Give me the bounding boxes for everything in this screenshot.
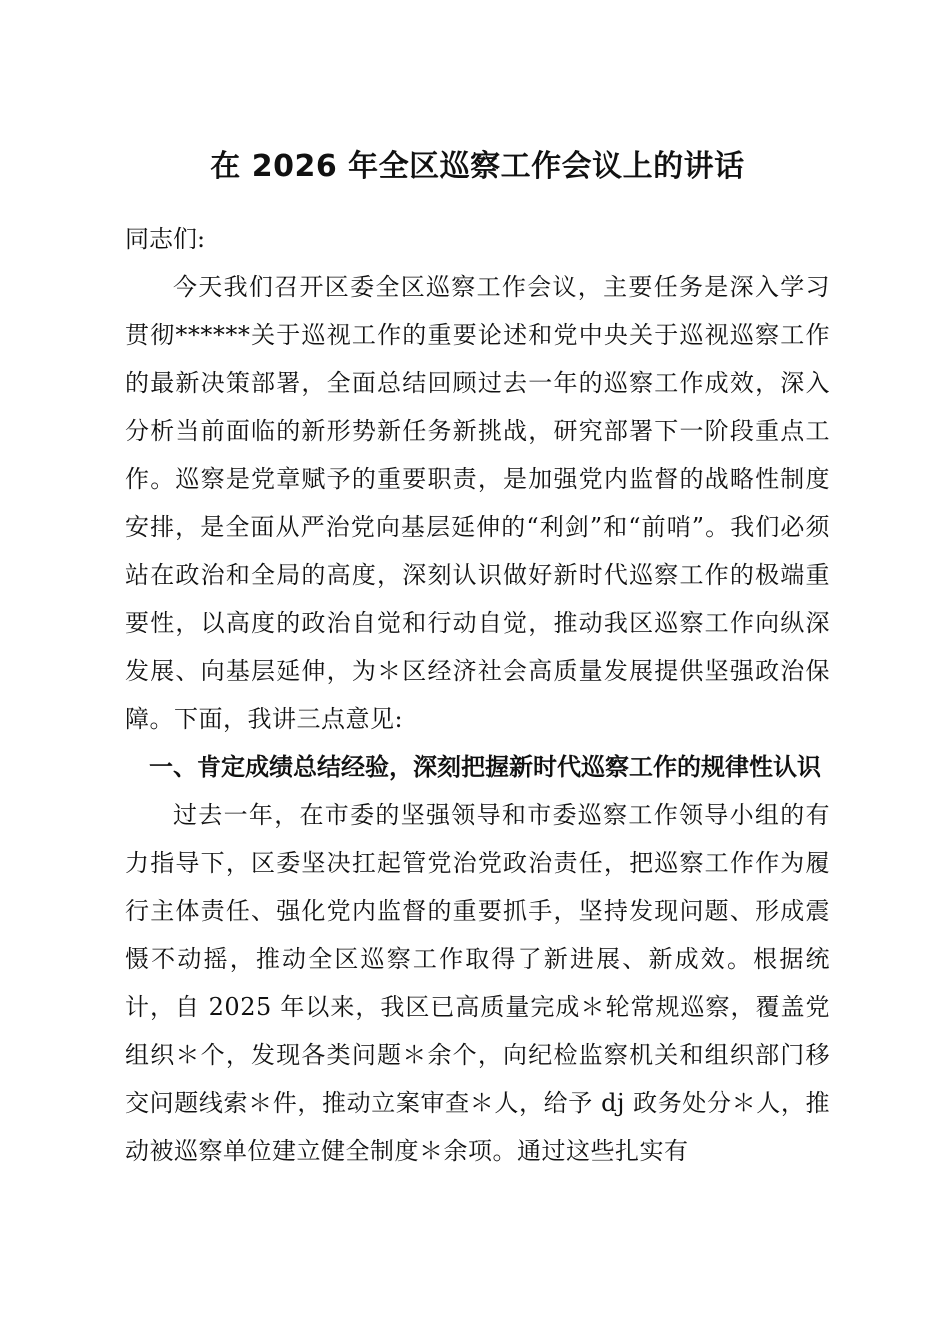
salutation: 同志们: [125, 225, 206, 253]
intro-paragraph: 今天我们召开区委全区巡察工作会议，主要任务是深入学习贯彻******关于巡视工作的重要论述和党中央关于巡视巡察工作的最新决策部署，全面总结回顾过去一年的巡察工作成效，深入分析当前面临的新形势新任务新挑战，研究部署下一阶段重点工作。巡察是党章赋予的重要职责，是加强党内监督的战略性制度安排，是全面从严治党向基层延伸的“利剑”和“前哨”。我们必须站在政治和全局的高度，深刻认识做好新时代巡察工作的极端重要性，以高度的政治自觉和行动自觉，推动我区巡察工作向纵深发展、向基层延伸，为＊区经济社会高质量发展提供坚强政治保障。下面，我讲三点意见: [125, 273, 830, 733]
document-page [125, 145, 830, 1175]
section-1-heading: 一、肯定成绩总结经验，深刻把握新时代巡察工作的规律性认识 [149, 753, 821, 781]
section-1-paragraph: 过去一年，在市委的坚强领导和市委巡察工作领导小组的有力指导下，区委坚决扛起管党治党政治责任，把巡察工作作为履行主体责任、强化党内监督的重要抓手，坚持发现问题、形成震慑不动摇，推动全区巡察工作取得了新进展、新成效。根据统计，自 2025 年以来，我区已高质量完成＊轮常规巡察，覆盖党组织＊个，发现各类问题＊余个，向纪检监察机关和组织部门移交问题线索＊件，推动立案审查＊人，给予 dj 政务处分＊人，推动被巡察单位建立健全制度＊余项。通过这些扎实有 [125, 801, 830, 1165]
document-title: 在 2026 年全区巡察工作会议上的讲话 [210, 149, 745, 184]
